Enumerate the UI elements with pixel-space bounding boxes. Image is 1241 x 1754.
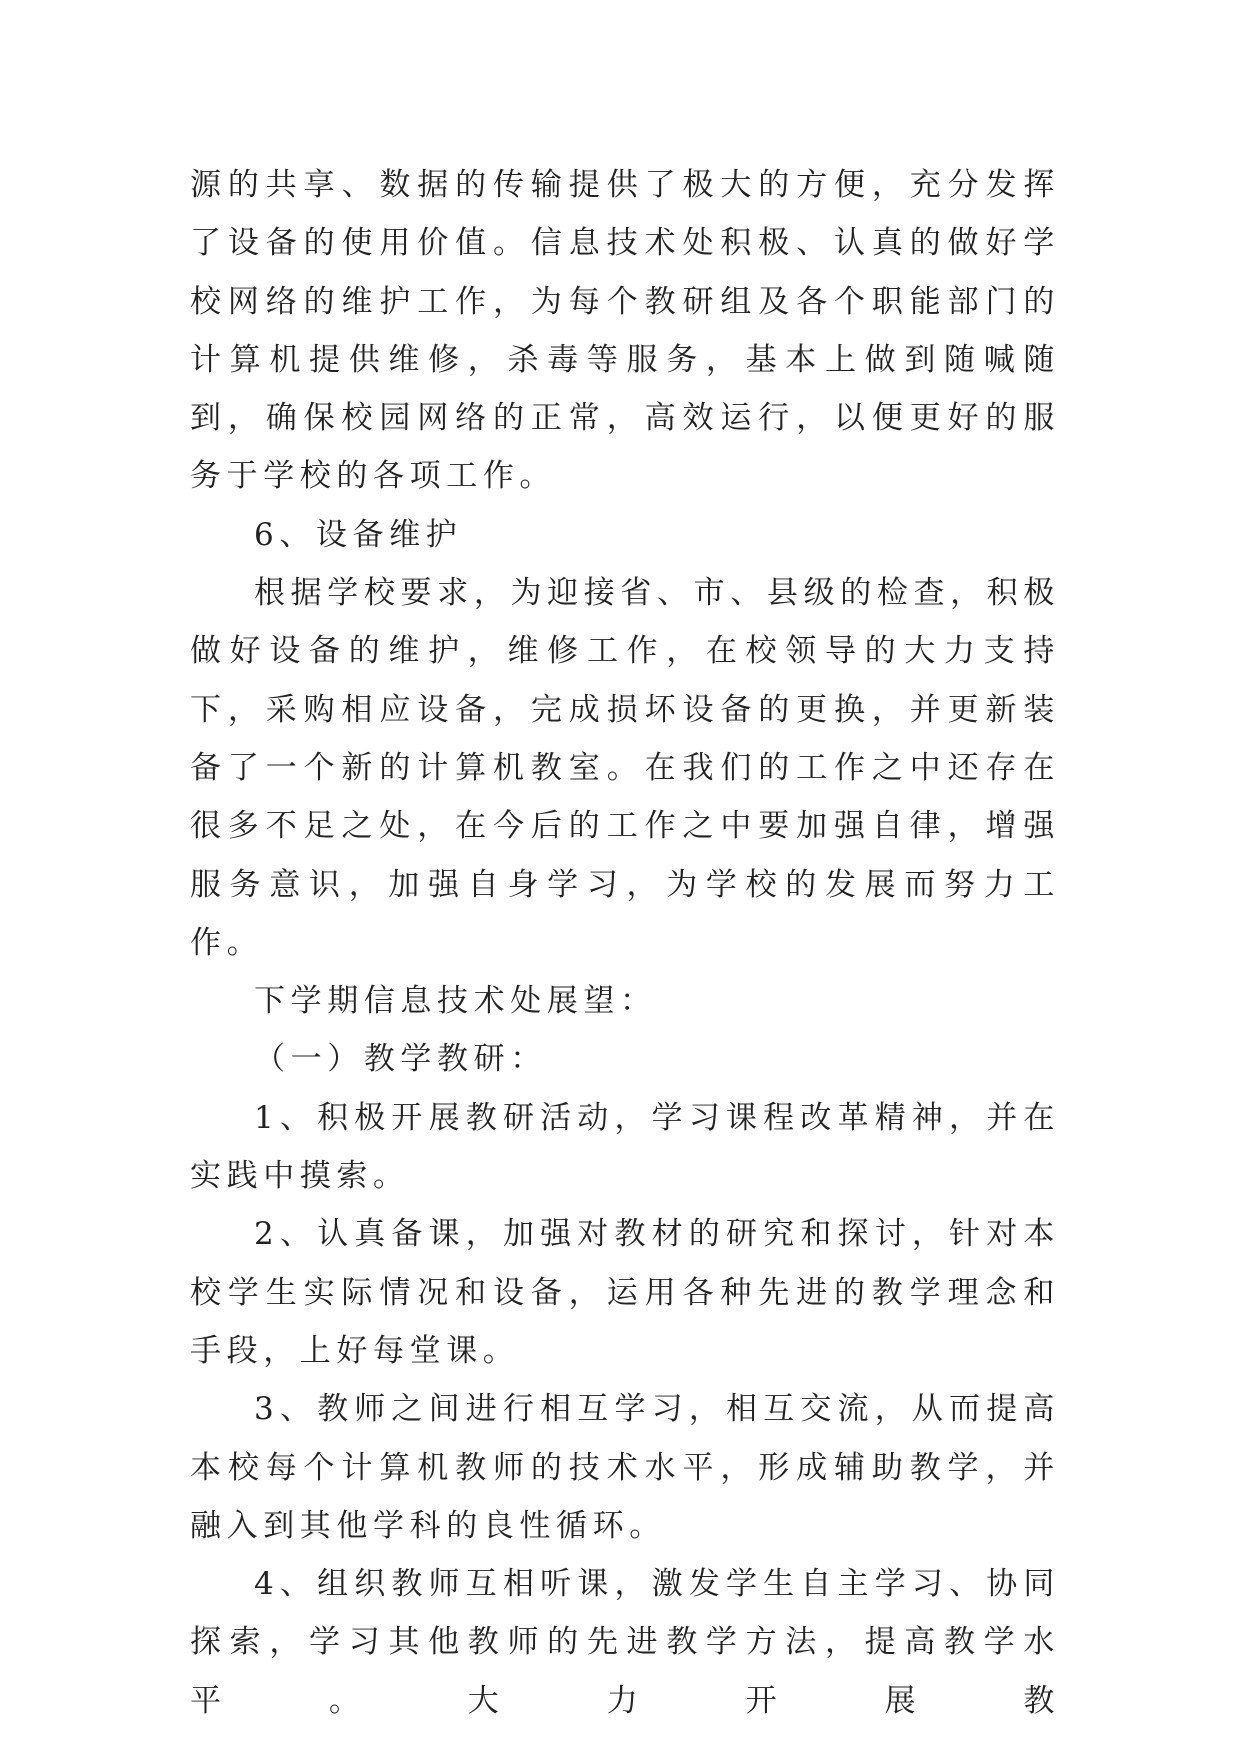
heading-equipment-maintenance: 6、设备维护 [254,516,463,553]
list-item-4: 4、组织教师互相听课，激发学生自主学习、协同探索，学习其他教师的先进教学方法，提高教学水平。大力开展教 [190,1566,1060,1719]
list-item-2: 2、认真备课，加强对教材的研究和探讨，针对本校学生实际情况和设备，运用各种先进的教学理念和手段，上好每堂课。 [190,1216,1060,1369]
list-item-1: 1、积极开展教研活动，学习课程改革精神，并在实践中摸索。 [190,1099,1060,1195]
list-item-3: 3、教师之间进行相互学习，相互交流，从而提高本校每个计算机教师的技术水平，形成辅助教学，并融入到其他学科的良性循环。 [190,1391,1060,1544]
paragraph-equipment-maintenance: 根据学校要求，为迎接省、市、县级的检查，积极做好设备的维护，维修工作，在校领导的大力支持下，采购相应设备，完成损坏设备的更换，并更新装备了一个新的计算机教室。在我们的工作之中还存在很多不足之处，在今后的工作之中要加强自律，增强服务意识，加强自身学习，为学校的发展而努力工作。 [190,575,1060,961]
paragraph-network-maintenance: 源的共享、数据的传输提供了极大的方便，充分发挥了设备的使用价值。信息技术处积极、认真的做好学校网络的维护工作，为每个教研组及各个职能部门的计算机提供维修，杀毒等服务，基本上做到随喊随到，确保校园网络的正常，高效运行，以便更好的服务于学校的各项工作。 [190,167,1060,495]
heading-teaching-research: （一）教学教研： [254,1041,547,1078]
heading-next-semester-outlook: 下学期信息技术处展望： [254,983,657,1020]
document-body [190,156,1060,1730]
